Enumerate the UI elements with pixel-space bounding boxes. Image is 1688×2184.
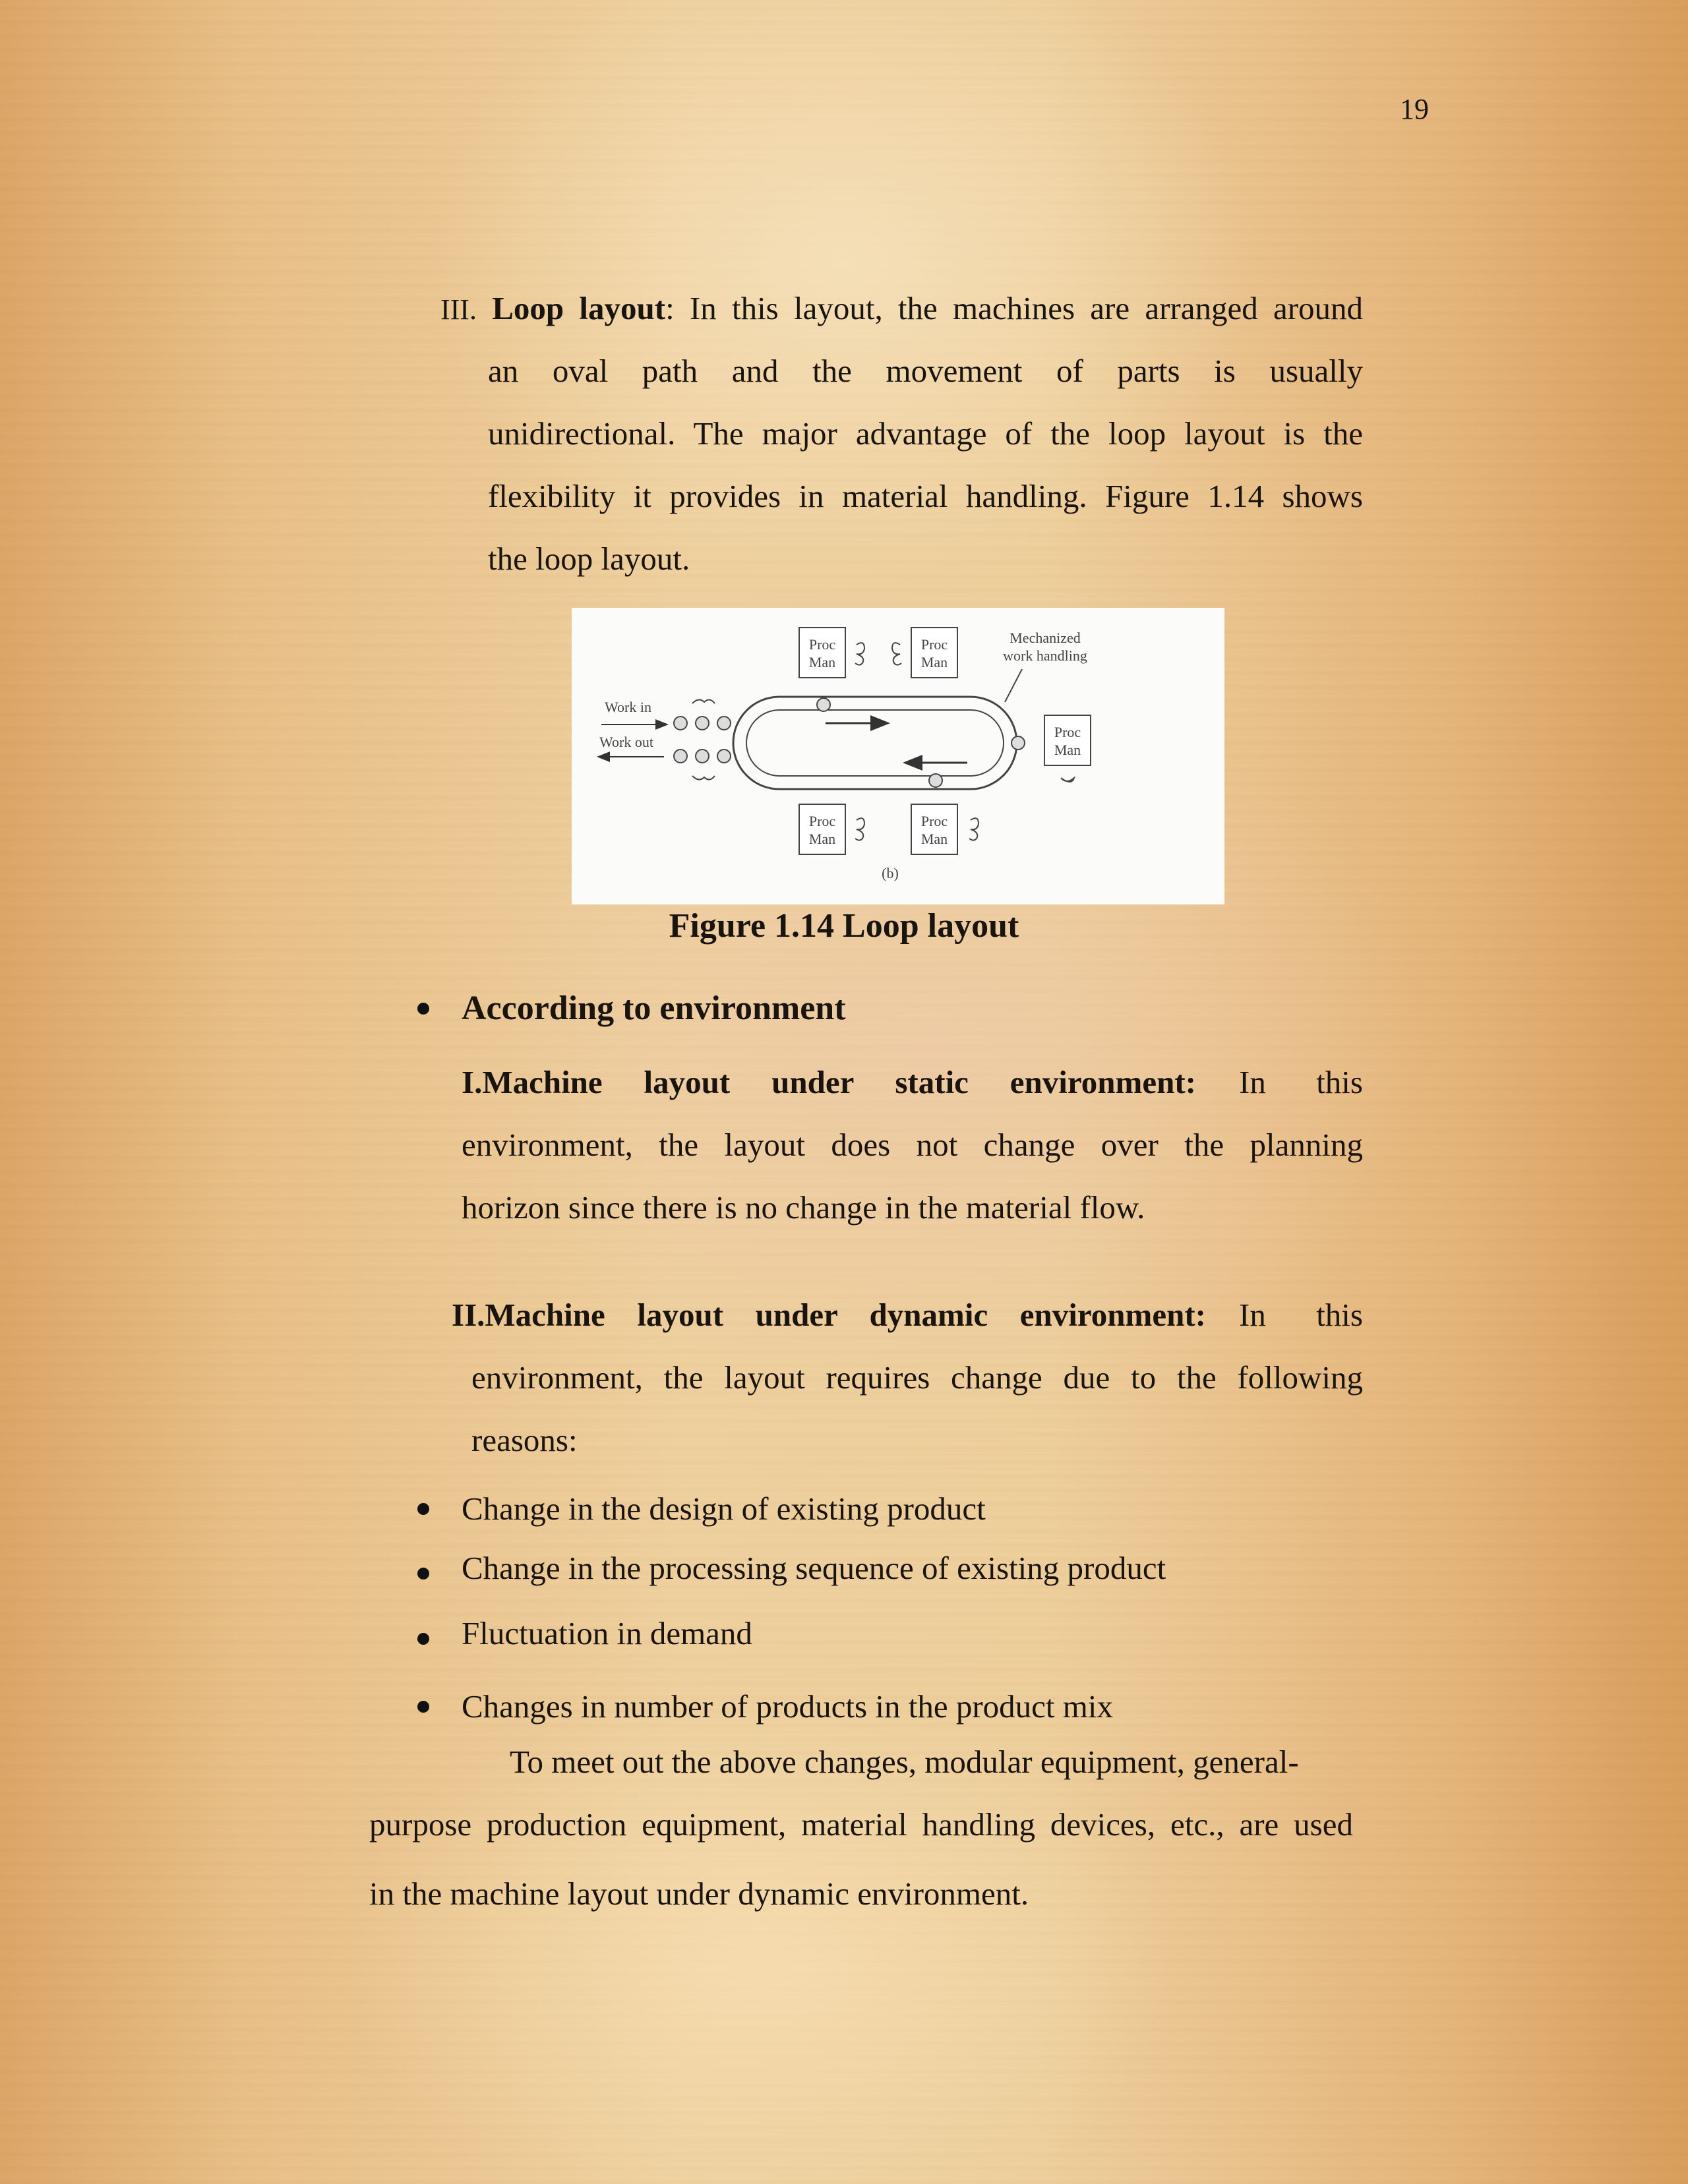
dynamic-line-3: reasons:	[471, 1422, 578, 1458]
reason-item: Fluctuation in demand	[462, 1615, 752, 1651]
loop-line-5: the loop layout.	[488, 541, 690, 577]
bullet-icon	[417, 1003, 429, 1015]
transfer-node	[817, 698, 830, 711]
buffer-circles	[674, 717, 731, 763]
loop-layout-figure	[572, 608, 1224, 904]
station-top-2	[911, 628, 957, 678]
static-line-1	[462, 1063, 1363, 1125]
station-top-1	[799, 628, 845, 678]
dynamic-line-2: environment, the layout requires change due to the following	[471, 1359, 1363, 1396]
page-number: 19	[1400, 93, 1429, 125]
reason-item: Change in the design of existing product	[462, 1490, 986, 1527]
mechanized-label-1: Mechanized	[1010, 630, 1081, 646]
station-bottom-2	[911, 804, 957, 854]
svg-text:Proc: Proc	[1054, 724, 1081, 740]
svg-text:Proc: Proc	[920, 813, 948, 829]
bullet-icon	[417, 1568, 429, 1579]
loop-line-2: an oval path and the movement of parts is usually	[488, 353, 1363, 389]
svg-text:Man: Man	[920, 831, 948, 847]
closing-line-3: in the machine layout under dynamic environment.	[369, 1875, 1029, 1912]
static-line-2: environment, the layout does not change over the planning	[462, 1127, 1363, 1163]
svg-text:Man: Man	[808, 654, 836, 670]
static-title: I.Machine layout under static environment:	[462, 1064, 1196, 1100]
transfer-node	[1011, 736, 1025, 750]
bullet-icon	[417, 1633, 429, 1645]
static-text-1: In this	[1239, 1064, 1363, 1100]
svg-text:Man: Man	[1054, 742, 1081, 758]
bullet-icon	[417, 1701, 429, 1713]
work-in-label: Work in	[605, 699, 651, 715]
work-out-label: Work out	[599, 734, 653, 750]
svg-text:Proc: Proc	[808, 813, 836, 829]
static-line-3: horizon since there is no change in the material flow.	[462, 1189, 1145, 1225]
loop-line-4: flexibility it provides in material handling. Figure 1.14 shows	[488, 478, 1363, 514]
loop-numeral: III.	[440, 293, 477, 326]
bullet-icon	[417, 1503, 429, 1515]
reason-item: Changes in number of products in the product mix	[462, 1688, 1113, 1725]
closing-line-2: purpose production equipment, material handling devices, etc., are used	[369, 1806, 1353, 1843]
reason-item: Change in the processing sequence of existing product	[462, 1550, 1166, 1586]
svg-text:Man: Man	[808, 831, 836, 847]
loop-layout-diagram	[572, 608, 1224, 904]
loop-heading: Loop layout	[492, 290, 666, 326]
svg-text:Proc: Proc	[808, 636, 836, 653]
station-right	[1044, 715, 1091, 765]
dynamic-line-1	[452, 1295, 1363, 1358]
figure-caption: Figure 1.14 Loop layout	[669, 907, 1019, 945]
dynamic-text-1: In this	[1239, 1297, 1363, 1333]
svg-text:Proc: Proc	[920, 636, 948, 653]
transfer-node	[929, 774, 942, 787]
svg-text:Man: Man	[920, 654, 948, 670]
environment-heading: According to environment	[462, 989, 846, 1027]
station-bottom-1	[799, 804, 845, 854]
closing-line-1: To meet out the above changes, modular equipment, general-	[510, 1744, 1299, 1780]
loop-line-3: unidirectional. The major advantage of the loop layout is the	[488, 415, 1363, 452]
mechanized-label-2: work handling	[1003, 647, 1087, 664]
dynamic-title: II.Machine layout under dynamic environment:	[452, 1297, 1206, 1333]
figure-sublabel: (b)	[882, 865, 899, 881]
loop-text-1: : In this layout, the machines are arranged around	[665, 290, 1364, 326]
mechanized-pointer	[1005, 669, 1022, 702]
loop-line-1	[440, 289, 1363, 351]
loop-track-inner	[746, 710, 1004, 776]
